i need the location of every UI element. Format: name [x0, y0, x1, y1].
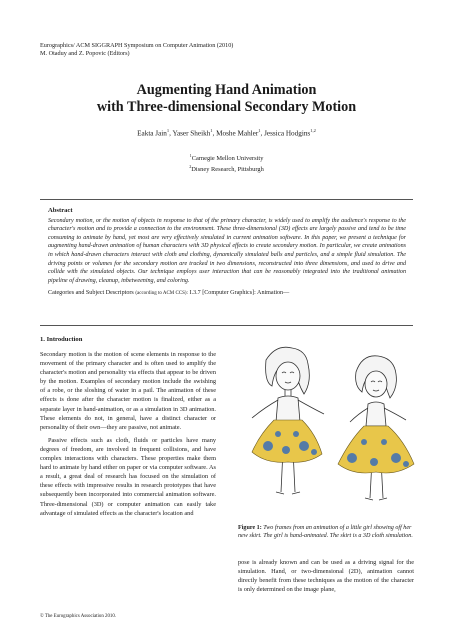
section-heading-introduction: 1. Introduction	[40, 336, 83, 343]
intro-paragraph-1: Secondary motion is the motion of scene elements in response to the movement of the primary character and is often used to amplify the character's motion and personality via effects that appear to be driven by the motion. Examples of secondary motion include the swishing of a robe, or the sloshing of water in a pail. The animation of these effects is done after the character motion is finalized, either as a separate layer in hand-animation, or as a simulation in 3D animation. These elements do not, in general, have a distinct character or personality of their own—they are passive, not animate.	[40, 351, 216, 431]
abstract-heading: Abstract	[48, 207, 73, 214]
affiliation-2-sup: 2	[189, 164, 192, 170]
figure-girl-skirt	[238, 342, 418, 518]
left-column	[40, 350, 216, 518]
right-paragraph-1: pose is already known and can be used as a driving signal for the simulation. Hand, or two-dimensional (2D), animation cannot directly benefit from these techniques as the motion of the character is only determined on the image plane,	[238, 559, 414, 594]
abstract-text: Secondary motion, or the motion of objects in response to that of the primary character, is widely used to amplify the audience's response to the character's motion and to provide a connection to the environment. These three-dimensional (3D) effects are largely passive and tend to be time consuming to animate by hand, yet most are very effectively simulated in current animation software. In this paper, we present a technique for augmenting hand-drawn animation of human characters with 3D physical effects to create secondary motion. In particular, we create animations in which hand-drawn characters interact with cloth and clothing, dynamically simulated balls and particles, and a simple fluid simulation. The driving points or volumes for the secondary motion are tracked in two dimensions, reconstructed into three dimensions, and used to drive and collide with the simulated objects. Our technique employs user interaction that can be reasonably integrated into the traditional animation pipeline of drawing, cleanup, inbetweening, and coloring.	[48, 217, 406, 284]
author-2-sup: 1	[210, 128, 213, 133]
right-column	[238, 558, 414, 594]
author-4: Jessica Hodgins	[264, 129, 311, 138]
affiliation-1-name: Carnegie Mellon University	[191, 155, 264, 163]
affiliation-2	[0, 163, 453, 174]
affiliation-2-name: Disney Research, Pittsburgh	[191, 166, 264, 174]
intro-paragraph-2: Passive effects such as cloth, fluids or particles have many degrees of freedom, are involved in frequent collisions, and have complex interactions with characters. These properties make them hard to animate by hand either on paper or via computer software. As a result, a great deal of research has focused on the simulation of these effects with impressive results in research prototypes that have subsequently been incorporated into commercial animation software. Three-dimensional (3D) or computer animation can easily take advantage of simulated effects as the character's location and	[40, 436, 216, 517]
title-line-2: with Three-dimensional Secondary Motion	[96, 99, 357, 115]
copyright-footnote: © The Eurographics Association 2010.	[40, 614, 117, 619]
venue-header	[40, 42, 233, 58]
author-1: Eakta Jain	[137, 129, 167, 138]
author-3: Moshe Mahler	[216, 129, 259, 138]
abstract-top-rule	[40, 199, 413, 200]
author-list: Eakta Jain$^1$, Yaser Sheikh$^1$, Moshe Mahler$^1$, Jessica Hodgins$^{1,2}$	[137, 128, 316, 138]
venue-line-1: Eurographics/ ACM SIGGRAPH Symposium on Computer Animation (2010)	[40, 42, 234, 49]
affiliations	[0, 152, 453, 174]
affiliation-1	[0, 152, 453, 163]
author-2: Yaser Sheikh	[172, 129, 211, 138]
author-4-sup: 1,2	[310, 128, 316, 133]
abstract-bottom-rule	[40, 325, 413, 326]
figure-skirt-left	[252, 420, 322, 462]
venue-line-2: M. Otaduy and Z. Popovic (Editors)	[40, 50, 130, 57]
categories-value: I.3.7 [Computer Graphics]: Animation—	[189, 290, 290, 297]
author-3-sup: 1	[258, 128, 261, 133]
figure-caption	[238, 524, 414, 541]
categories-label: Categories and Subject Descriptors	[48, 290, 134, 297]
author-1-sup: 1	[166, 128, 170, 133]
figure-skirt-right	[338, 426, 414, 473]
categories-small: (according to ACM CCS):	[135, 291, 188, 297]
paper-title	[0, 82, 453, 116]
abstract-block	[48, 207, 406, 299]
figure-caption-label: Figure 1:	[238, 525, 262, 531]
affiliation-1-sup: 1	[189, 153, 192, 158]
categories-line	[48, 289, 406, 299]
figure-caption-text: Two frames from an animation of a little girl showing off her new skirt. The girl is hand-animated. The skirt is a 3D cloth simulation.	[238, 525, 413, 540]
title-line-1: Augmenting Hand Animation	[136, 82, 317, 98]
